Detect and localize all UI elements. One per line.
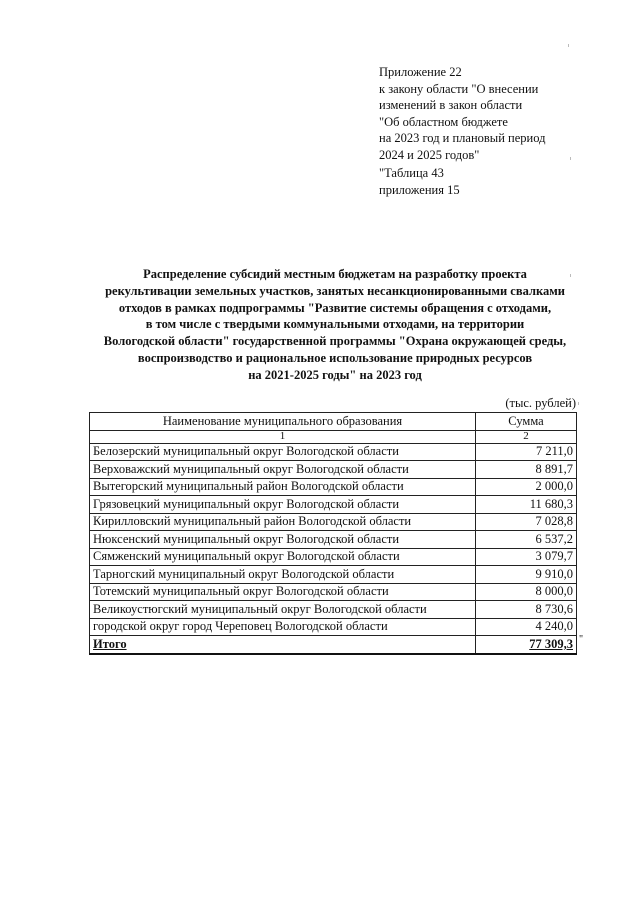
table-row [90, 443, 577, 461]
units-label: (тыс. рублей) [505, 396, 576, 410]
scan-speck [570, 157, 571, 160]
appendix-line: к закону области "О внесении [379, 81, 539, 96]
appendix-line: "Об областном бюджете [379, 114, 508, 129]
appendix-line: Приложение 22 [379, 65, 462, 79]
appendix-note [379, 64, 609, 198]
row-name: Грязовецкий муниципальный округ Вологодской области [90, 496, 476, 514]
appendix-line: на 2023 год и плановый период [379, 131, 546, 145]
table-row [90, 478, 577, 496]
row-sum: 8 730,6 [476, 601, 577, 619]
total-sum: 77 309,3 [476, 636, 577, 654]
document-title [80, 266, 590, 384]
title-line: воспроизводство и рациональное использование природных ресурсов [137, 350, 533, 365]
appendix-line: 2024 и 2025 годов" [379, 147, 480, 162]
row-sum: 9 910,0 [476, 566, 577, 584]
subsidy-table [89, 412, 577, 655]
appendix-line: изменений в закон области [379, 98, 523, 112]
row-name: Тотемский муниципальный округ Вологодской области [90, 583, 476, 601]
title-line: отходов в рамках подпрограммы "Развитие системы обращения с отходами, [118, 300, 552, 315]
index-name: 1 [90, 430, 476, 443]
row-name: Тарногский муниципальный округ Вологодской области [90, 566, 476, 584]
appendix-line: "Таблица 43 [379, 166, 444, 180]
row-sum: 2 000,0 [476, 478, 577, 496]
table-row [90, 548, 577, 566]
row-name: Верховажский муниципальный округ Вологодской области [90, 461, 476, 479]
row-name: Нюксенский муниципальный округ Вологодской области [90, 531, 476, 549]
row-sum: 4 240,0 [476, 618, 577, 636]
table-row [90, 566, 577, 584]
closing-quote: " [579, 634, 584, 645]
index-sum: 2 [476, 430, 577, 443]
header-name: Наименование муниципального образования [90, 413, 476, 431]
row-name: городской округ город Череповец Вологодской области [90, 618, 476, 636]
table-header-row [90, 413, 577, 431]
table-row [90, 618, 577, 636]
title-line: в том числе с твердыми коммунальными отходами, на территории [145, 317, 525, 332]
total-label: Итого [90, 636, 476, 654]
table-row [90, 601, 577, 619]
appendix-line: приложения 15 [379, 182, 460, 197]
row-sum: 7 211,0 [476, 443, 577, 461]
table-row [90, 496, 577, 514]
row-name: Вытегорский муниципальный район Вологодской области [90, 478, 476, 496]
row-name: Великоустюгский муниципальный округ Вологодской области [90, 601, 476, 619]
row-sum: 8 891,7 [476, 461, 577, 479]
title-line: на 2021-2025 годы" на 2023 год [248, 367, 422, 382]
table-row [90, 513, 577, 531]
table-row [90, 531, 577, 549]
row-sum: 6 537,2 [476, 531, 577, 549]
scan-speck [578, 402, 579, 405]
scan-speck [568, 44, 569, 47]
column-index-row [90, 430, 577, 443]
row-sum: 3 079,7 [476, 548, 577, 566]
row-name: Сямженский муниципальный округ Вологодской области [90, 548, 476, 566]
row-sum: 7 028,8 [476, 513, 577, 531]
header-sum: Сумма [476, 413, 577, 431]
title-line: Вологодской области" государственной программы "Охрана окружающей среды, [103, 334, 567, 349]
table-row [90, 461, 577, 479]
row-name: Кирилловский муниципальный район Вологодской области [90, 513, 476, 531]
row-sum: 11 680,3 [476, 496, 577, 514]
table-row [90, 583, 577, 601]
title-line: рекультивации земельных участков, занятых несанкционированными свалками [105, 283, 565, 298]
row-name: Белозерский муниципальный округ Вологодской области [90, 443, 476, 461]
row-sum: 8 000,0 [476, 583, 577, 601]
title-line: Распределение субсидий местным бюджетам на разработку проекта [143, 267, 527, 281]
total-row [90, 636, 577, 654]
scan-speck [570, 274, 571, 277]
